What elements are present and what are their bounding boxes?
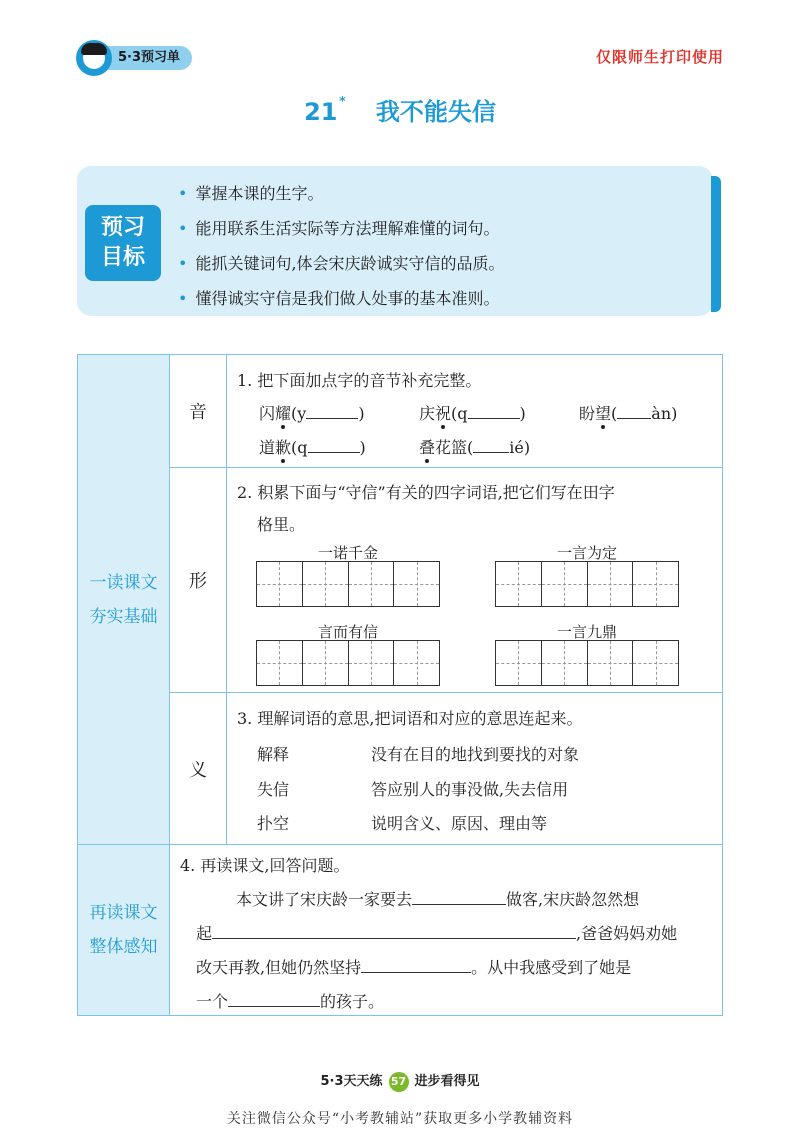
answer-blank[interactable] (212, 938, 576, 939)
footer-slogan: 进步看得见 (414, 1074, 480, 1089)
q1-item: 叠花篮( ié) (419, 438, 531, 457)
q2-question-line2: 格里。 (257, 515, 306, 534)
bottom-note: 关注微信公众号“小考教辅站”获取更多小学教辅资料 (226, 1111, 574, 1127)
xing-cell (170, 468, 227, 693)
print-watermark: 仅限师生打印使用 (595, 48, 724, 66)
q4-line: 本文讲了宋庆龄一家要去 做客,宋庆龄忽然想 (236, 890, 640, 909)
q1-question: 1. 把下面加点字的音节补充完整。 (237, 371, 482, 390)
xing-label: 形 (189, 571, 207, 592)
q4-line: 改天再教,但她仍然坚持 。从中我感受到了她是 (196, 958, 632, 977)
section2-label-cell (78, 844, 170, 1015)
answer-blank[interactable] (473, 452, 509, 453)
section2-label: 再读课文 整体感知 (89, 903, 158, 957)
q4-line: 起 ,爸爸妈妈劝她 (196, 924, 678, 943)
answer-blank[interactable] (617, 418, 651, 419)
series-label: 5·3预习单 (98, 46, 192, 70)
yi-cell (170, 693, 227, 844)
answer-blank[interactable] (308, 452, 360, 453)
q1-item: 闪耀(y ) (259, 404, 365, 423)
match-meaning[interactable]: 说明含义、原因、理由等 (371, 814, 548, 833)
q3-content (227, 693, 722, 844)
goals-panel-edge (711, 176, 721, 312)
match-word[interactable]: 失信 (257, 780, 290, 799)
match-word[interactable]: 解释 (257, 745, 290, 764)
goals-badge-line2: 目标 (100, 245, 145, 270)
tianzi-grid[interactable] (495, 561, 679, 607)
q4-line: 一个 的孩子。 (196, 992, 385, 1011)
q1-item: 庆祝(q ) (419, 404, 526, 423)
match-meaning[interactable]: 没有在目的地找到要找的对象 (371, 745, 580, 764)
exercise-table (77, 354, 723, 1016)
tianzi-grid[interactable] (256, 640, 440, 686)
goal-item: • 能用联系生活实际等方法理解难懂的词句。 (178, 211, 505, 246)
q1-item: 盼望( àn) (579, 404, 678, 423)
yin-cell (170, 355, 227, 468)
section1-label: 一读课文 夯实基础 (89, 572, 158, 627)
yin-label: 音 (189, 402, 207, 423)
footer-series: 5·3天天练 (320, 1074, 383, 1089)
match-meaning[interactable]: 答应别人的事没做,失去信用 (371, 780, 569, 799)
answer-blank[interactable] (228, 1006, 320, 1007)
q2-content (227, 468, 722, 693)
lesson-number: 21 * (304, 94, 346, 126)
yi-label: 义 (189, 759, 207, 781)
page-number: 57 (389, 1072, 409, 1092)
page-footer (0, 1070, 800, 1092)
idiom-label: 言而有信 (317, 623, 378, 641)
answer-blank[interactable] (468, 418, 520, 419)
q4-content (170, 844, 722, 1015)
lesson-title: 我不能失信 (375, 98, 496, 126)
series-logo (76, 40, 192, 76)
idiom-label: 一诺千金 (317, 544, 378, 562)
goals-badge-line1: 预习 (100, 215, 145, 240)
q1-content (227, 355, 722, 468)
idiom-label: 一言为定 (556, 544, 617, 562)
avatar-icon (76, 40, 112, 76)
goal-item: • 懂得诚实守信是我们做人处事的基本准则。 (178, 281, 505, 316)
goals-list (178, 176, 505, 316)
goal-item: • 能抓关键词句,体会宋庆龄诚实守信的品质。 (178, 246, 505, 281)
answer-blank[interactable] (361, 972, 471, 973)
answer-blank[interactable] (412, 904, 506, 905)
q4-question: 4. 再读课文,回答问题。 (180, 856, 350, 875)
q2-question-line1: 2. 积累下面与“守信”有关的四字词语,把它们写在田字 (237, 483, 615, 502)
page-title (0, 92, 800, 127)
lesson-mark: * (339, 94, 346, 108)
section1-label-cell (78, 355, 170, 844)
tianzi-grid[interactable] (256, 561, 440, 607)
goals-badge (85, 205, 161, 281)
answer-blank[interactable] (306, 418, 358, 419)
idiom-label: 一言九鼎 (556, 623, 617, 641)
goal-item: • 掌握本课的生字。 (178, 176, 505, 211)
q1-item: 道歉(q ) (259, 438, 366, 457)
tianzi-grid[interactable] (495, 640, 679, 686)
match-word[interactable]: 扑空 (257, 814, 290, 833)
q3-question: 3. 理解词语的意思,把词语和对应的意思连起来。 (237, 709, 583, 728)
